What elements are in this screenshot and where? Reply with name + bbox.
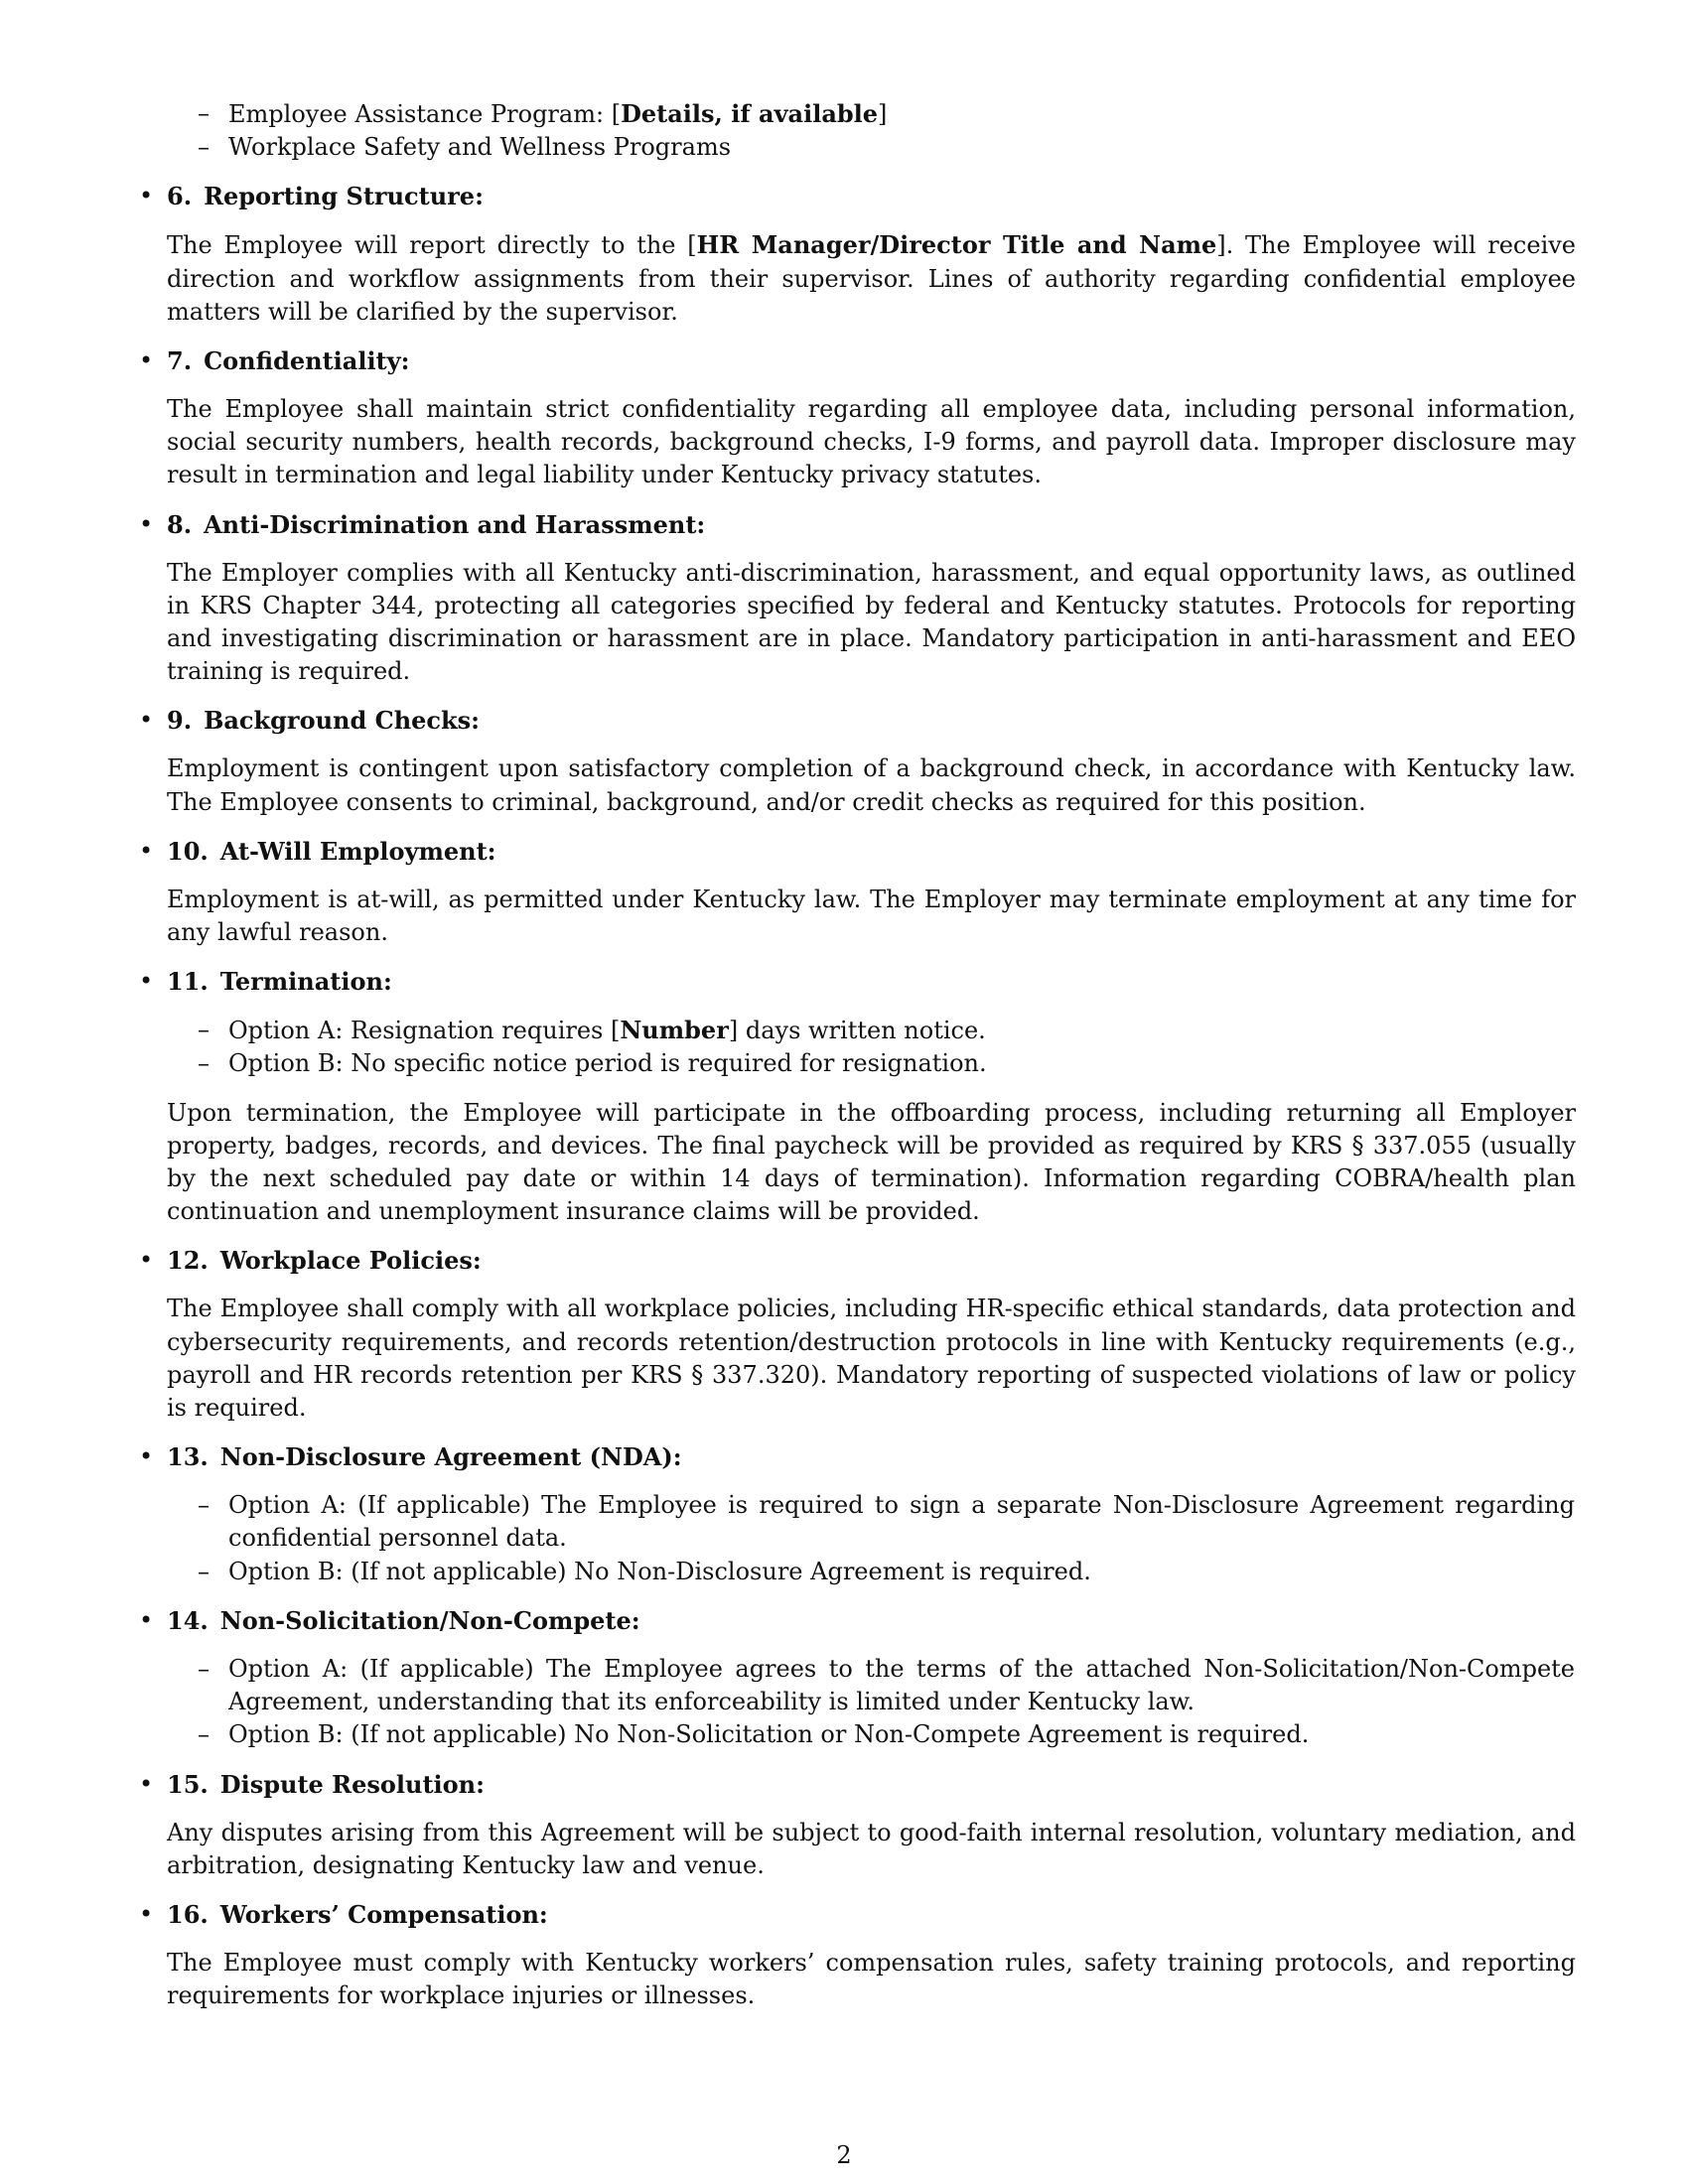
bullet-marker: • [139, 1605, 154, 1634]
bullet-marker: • [139, 836, 154, 865]
dash-marker: – [198, 133, 210, 162]
section-confidentiality [0, 344, 1688, 492]
list-item: – Workplace Safety and Wellness Programs [228, 131, 1575, 164]
option-list [0, 1014, 1688, 1080]
dash-marker: – [198, 99, 210, 127]
option-b-item: – Option B: No specific notice period is required for resignation. [228, 1047, 1575, 1080]
dash-marker: – [198, 1557, 210, 1585]
option-list [0, 1653, 1688, 1752]
section-termination [0, 965, 1688, 1228]
section-paragraph: Any disputes arising from this Agreement will be subject to good-faith internal resolution, voluntary mediation, and arbitration, designating Kentucky law and venue. [167, 1818, 1576, 1879]
section-heading: • 13. Non-Disclosure Agreement (NDA): [167, 1440, 1688, 1473]
section-anti-discrimination [0, 508, 1688, 689]
bullet-marker: • [139, 1246, 154, 1275]
section-heading: • 8. Anti-Discrimination and Harassment: [167, 508, 1688, 541]
bullet-marker: • [139, 346, 154, 375]
bullet-marker: • [139, 1899, 154, 1928]
list-item: – Employee Assistance Program: [Details, if available] [228, 97, 1575, 131]
option-list [0, 1489, 1688, 1588]
dash-marker: – [198, 1654, 210, 1683]
dash-marker: – [198, 1016, 210, 1044]
section-paragraph: The Employee must comply with Kentucky workers’ compensation rules, safety training protocols, and reporting requirements for workplace injuries or illnesses. [167, 1948, 1576, 2010]
section-heading: • 16. Workers’ Compensation: [167, 1898, 1688, 1931]
section-nda [0, 1440, 1688, 1588]
section-heading: • 6. Reporting Structure: [167, 180, 1688, 212]
option-b-item: – Option B: (If not applicable) No Non-Solicitation or Non-Compete Agreement is required. [228, 1718, 1575, 1751]
benefits-continued-list [0, 97, 1688, 164]
option-a-item: – Option A: (If applicable) The Employee agrees to the terms of the attached Non-Solicitation/Non-Compete Agreement, understanding that its enforceability is limited under Kentucky law. [198, 1654, 1575, 1716]
section-background-checks [0, 704, 1688, 818]
document-body [0, 97, 1688, 2012]
section-heading: • 14. Non-Solicitation/Non-Compete: [167, 1604, 1688, 1637]
bullet-marker: • [139, 1442, 154, 1471]
section-paragraph: The Employer complies with all Kentucky anti-discrimination, harassment, and equal opportunity laws, as outlined in KRS Chapter 344, protecting all categories specified by federal and Kentucky statutes. Protocols for reporting and investigating discrimination or harassment are in place. Mandatory participation in anti-harassment and EEO training is required. [167, 558, 1576, 686]
dash-marker: – [198, 1049, 210, 1078]
section-heading: • 11. Termination: [167, 965, 1688, 998]
section-heading: • 10. At-Will Employment: [167, 835, 1688, 868]
section-paragraph: The Employee will report directly to the [HR Manager/Director Title and Name]. The Employee will receive direction and workflow assignments from their supervisor. Lines of authority regarding confidential employee matters will be clarified by the supervisor. [167, 230, 1577, 326]
section-workers-compensation [0, 1898, 1688, 2012]
option-b-item: – Option B: (If not applicable) No Non-Disclosure Agreement is required. [228, 1556, 1575, 1588]
section-dispute-resolution [0, 1768, 1688, 1882]
bullet-marker: • [139, 182, 154, 210]
section-at-will-employment [0, 835, 1688, 949]
section-non-compete [0, 1604, 1688, 1752]
option-a-item: – Option A: Resignation requires [Number] days written notice. [228, 1014, 1575, 1047]
section-paragraph: Employment is contingent upon satisfactory completion of a background check, in accordance with Kentucky law. The Employee consents to criminal, background, and/or credit checks as required for this position. [167, 754, 1576, 816]
section-paragraph: Upon termination, the Employee will participate in the offboarding process, including returning all Employer property, badges, records, and devices. The final paycheck will be provided as required by KRS § 337.055 (usually by the next scheduled pay date or within 14 days of termination). Information regarding COBRA/health plan continuation and unemployment insurance claims will be provided. [167, 1098, 1576, 1226]
dash-marker: – [198, 1491, 210, 1520]
bullet-marker: • [139, 967, 154, 996]
section-reporting-structure [0, 180, 1688, 329]
bullet-marker: • [139, 706, 154, 735]
bullet-marker: • [139, 1769, 154, 1798]
section-heading: • 15. Dispute Resolution: [167, 1768, 1688, 1801]
section-heading: • 12. Workplace Policies: [167, 1244, 1688, 1277]
section-paragraph: The Employee shall comply with all workplace policies, including HR-specific ethical standards, data protection and cybersecurity requirements, and records retention/destruction protocols in line with Kentucky requirements (e.g., payroll and HR records retention per KRS § 337.320). Mandatory reporting of suspected violations of law or policy is required. [167, 1295, 1576, 1423]
bullet-marker: • [139, 509, 154, 538]
section-paragraph: Employment is at-will, as permitted under Kentucky law. The Employer may terminate employment at any time for any lawful reason. [167, 885, 1576, 947]
section-heading: • 9. Background Checks: [167, 704, 1688, 737]
section-heading: • 7. Confidentiality: [167, 344, 1688, 377]
dash-marker: – [198, 1720, 210, 1749]
option-a-item: – Option A: (If applicable) The Employee is required to sign a separate Non-Disclosure Agreement regarding confidential personnel data. [198, 1491, 1575, 1553]
section-workplace-policies [0, 1244, 1688, 1425]
section-paragraph: The Employee shall maintain strict confidentiality regarding all employee data, including personal information, social security numbers, health records, background checks, I-9 forms, and payroll data. Improper disclosure may result in termination and legal liability under Kentucky privacy statutes. [167, 395, 1576, 489]
page-number: 2 [836, 2141, 852, 2169]
